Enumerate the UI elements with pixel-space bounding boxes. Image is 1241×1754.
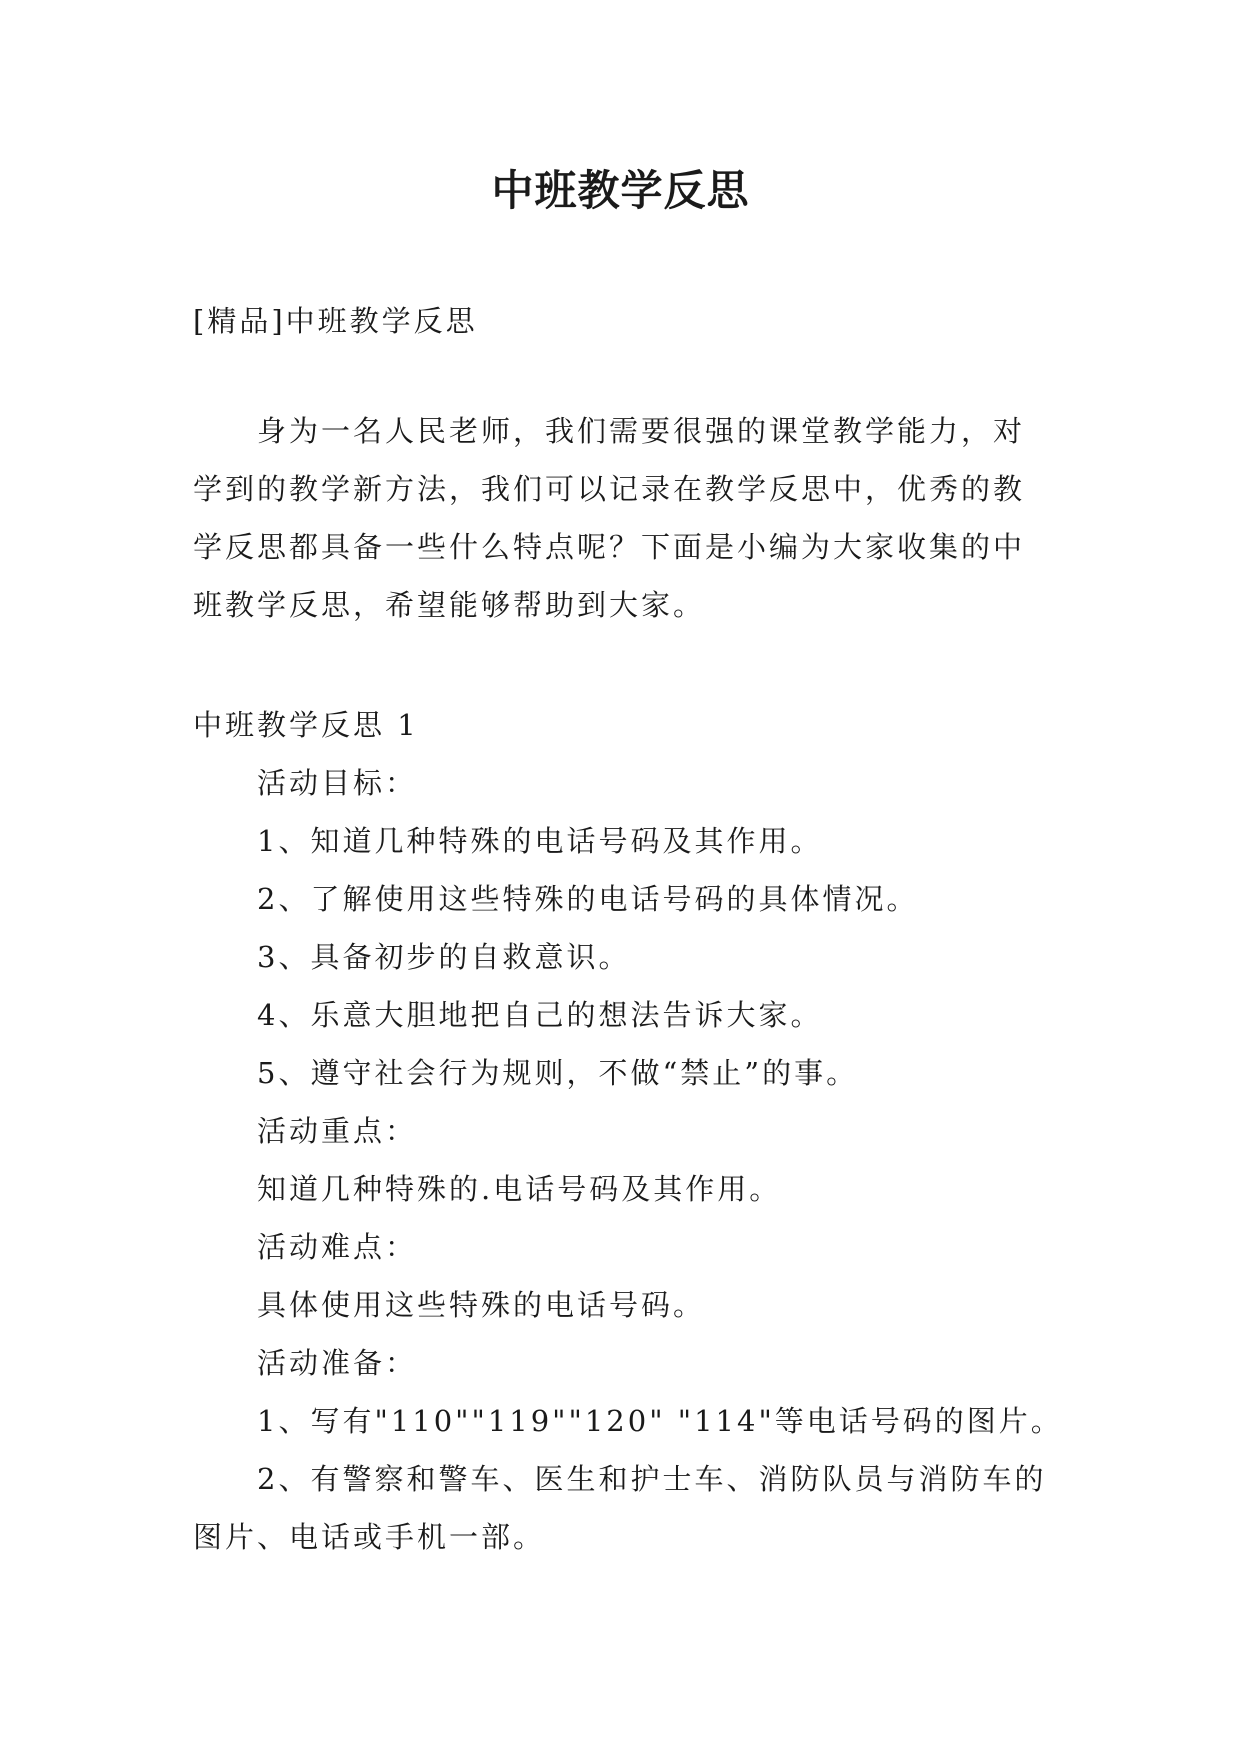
goal-item: 1、知道几种特殊的电话号码及其作用。	[257, 824, 823, 858]
document-subtitle: [精品]中班教学反思	[193, 304, 478, 338]
difficulty-label: 活动难点：	[257, 1230, 418, 1264]
intro-paragraph: 身为一名人民老师，我们需要很强的课堂教学能力，对学到的教学新方法，我们可以记录在教学反思中，优秀的教学反思都具备一些什么特点呢？下面是小编为大家收集的中班教学反思，希望能够帮助到大家。	[193, 414, 1026, 622]
focus-text: 知道几种特殊的.电话号码及其作用。	[257, 1172, 782, 1206]
prep-label: 活动准备：	[257, 1346, 418, 1380]
prep-item: 1、写有"110""119""120" "114"等电话号码的图片。	[257, 1404, 1063, 1438]
focus-label: 活动重点：	[257, 1114, 418, 1148]
goal-item: 4、乐意大胆地把自己的想法告诉大家。	[257, 998, 823, 1032]
document-title: 中班教学反思	[491, 166, 750, 215]
goal-item: 3、具备初步的自救意识。	[257, 940, 631, 974]
prep-item: 2、有警察和警车、医生和护士车、消防队员与消防车的图片、电话或手机一部。	[193, 1462, 1047, 1554]
section-1	[193, 696, 1063, 1566]
difficulty-text: 具体使用这些特殊的电话号码。	[257, 1288, 706, 1322]
section-heading: 中班教学反思 1	[193, 708, 419, 742]
goals-label: 活动目标：	[257, 766, 418, 800]
goal-item: 5、遵守社会行为规则，不做“禁止”的事。	[257, 1056, 859, 1090]
goal-item: 2、了解使用这些特殊的电话号码的具体情况。	[257, 882, 919, 916]
